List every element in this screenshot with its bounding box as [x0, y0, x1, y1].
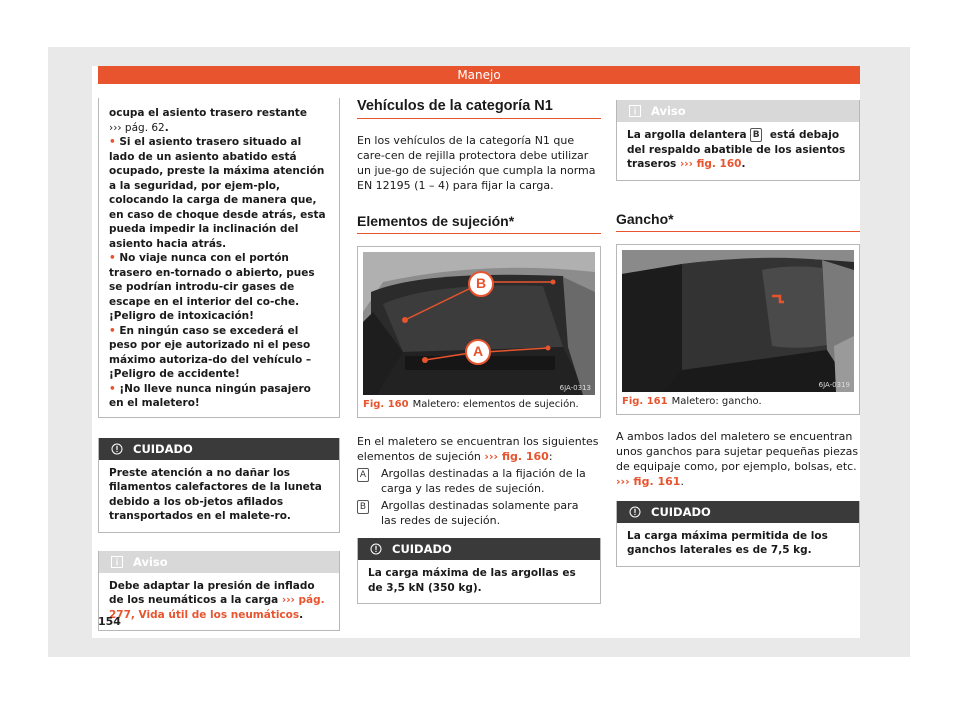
trunk-illustration — [363, 252, 595, 395]
paragraph: A ambos lados del maletero se encuentran unos ganchos para sujetar pequeñas piezas de equipaje como, por ejemplo, bolsas, etc. ››› fig. 161. — [616, 429, 859, 488]
figure-reference[interactable]: ››› fig. 161 — [616, 474, 681, 488]
figure-caption: Fig. 161 Maletero: gancho. — [622, 395, 762, 407]
figure-160 — [357, 246, 601, 418]
cuidado-box — [616, 501, 860, 567]
column-1 — [98, 98, 340, 631]
aviso-header — [617, 100, 859, 122]
cuidado-header — [99, 438, 339, 460]
exclamation-circle-icon — [370, 543, 382, 555]
bullet-icon: • — [109, 382, 120, 395]
aviso-text: La argolla delantera B está debajo del respaldo abatible de los asientos traseros ››› fig. 160. — [627, 129, 846, 170]
page-number: 154 — [98, 615, 121, 628]
letter-badge: B — [750, 128, 762, 142]
trunk-image — [363, 252, 595, 395]
aviso-label: Aviso — [133, 554, 168, 569]
letter-badge: A — [357, 468, 369, 482]
page-reference[interactable]: ››› pág. 62 — [109, 121, 165, 134]
figure-number: Fig. 161 — [622, 395, 668, 407]
info-icon — [111, 556, 123, 568]
aviso-header — [99, 551, 339, 573]
letter-badge: B — [357, 500, 369, 514]
figure-161 — [616, 244, 860, 415]
intro-text: ocupa el asiento trasero restante ››› pág. 62. — [109, 107, 307, 134]
figure-label-a: A — [472, 343, 484, 359]
section-title: Elementos de sujeción* — [357, 213, 601, 234]
cuidado-header — [358, 538, 600, 560]
cuidado-text: La carga máxima de las argollas es de 3,5 kN (350 kg). — [368, 567, 576, 594]
paragraph: En los vehículos de la categoría N1 que care-cen de rejilla protectora debe utilizar un jue-go de sujeción que cumpla la norma EN 12195 (1 – 4) para fijar la carga. — [357, 134, 596, 192]
column-2 — [357, 98, 601, 604]
page-reference[interactable]: ››› pág. 277, Vida útil de los neumáticos — [109, 594, 325, 621]
cuidado-label: CUIDADO — [133, 441, 193, 456]
trunk-hook-illustration — [622, 250, 854, 392]
aviso-box — [98, 551, 340, 632]
figure-caption: Fig. 160 Maletero: elementos de sujeción. — [363, 399, 579, 410]
info-icon — [629, 105, 641, 117]
bullet-item: • No viaje nunca con el portón trasero en-tornado o abierto, pues se podrían introdu-cir gases de escape en el interior del co-che. ¡Peligro de intoxicación! — [109, 252, 315, 322]
cuidado-box — [98, 438, 340, 533]
bullet-item: • Si el asiento trasero situado al lado de un asiento abatido está ocupado, preste la máxima atención a la seguridad, por ejem-plo, colocando la carga de manera que, en caso de choque desde atrás, esta pueda impedir la inclinación del asiento hacia atrás. — [109, 136, 326, 250]
exclamation-circle-icon — [111, 443, 123, 455]
cuidado-box — [357, 538, 601, 604]
cuidado-label: CUIDADO — [651, 504, 711, 519]
section-title: Gancho* — [616, 211, 860, 232]
paragraph: En el maletero se encuentran los siguientes elementos de sujeción ››› fig. 160: — [357, 435, 599, 463]
bullet-icon: • — [109, 136, 120, 148]
section-title: Vehículos de la categoría N1 — [357, 98, 601, 119]
column-3 — [616, 100, 860, 567]
figure-reference[interactable]: ››› fig. 160 — [484, 450, 549, 463]
cuidado-label: CUIDADO — [392, 542, 452, 556]
bullet-icon: • — [109, 252, 120, 264]
list-item: A Argollas destinadas a la fijación de la carga y las redes de sujeción. — [357, 466, 601, 496]
image-code: 6JA-0319 — [818, 380, 850, 389]
image-code: 6JA-0313 — [559, 384, 591, 392]
bullet-icon: • — [109, 324, 120, 337]
section-header: Manejo — [98, 66, 860, 84]
trunk-hook-image — [622, 250, 854, 392]
aviso-box — [616, 100, 860, 181]
warning-continued-box — [98, 98, 340, 418]
aviso-text: Debe adaptar la presión de inflado de los neumáticos a la carga ››› pág. 277, Vida útil de los neumáticos. — [109, 579, 325, 621]
aviso-label: Aviso — [651, 104, 686, 118]
bullet-item: • En ningún caso se excederá el peso por eje autorizado ni el peso máximo autoriza-do del vehículo – ¡Peligro de accidente! — [109, 324, 312, 380]
figure-reference[interactable]: ››› fig. 160 — [679, 158, 742, 170]
figure-number: Fig. 160 — [363, 399, 409, 410]
figure-label-b: B — [475, 275, 487, 291]
cuidado-text: Preste atención a no dañar los filamentos calefactores de la luneta debido a los ob-jetos afilados transportados en el malete-ro. — [109, 466, 322, 522]
cuidado-text: La carga máxima permitida de los ganchos laterales es de 7,5 kg. — [627, 529, 828, 556]
bullet-item: • ¡No lleve nunca ningún pasajero en el maletero! — [109, 382, 311, 409]
exclamation-circle-icon — [629, 506, 641, 518]
list-item: B Argollas destinadas solamente para las redes de sujeción. — [357, 498, 601, 528]
cuidado-header — [617, 501, 859, 523]
